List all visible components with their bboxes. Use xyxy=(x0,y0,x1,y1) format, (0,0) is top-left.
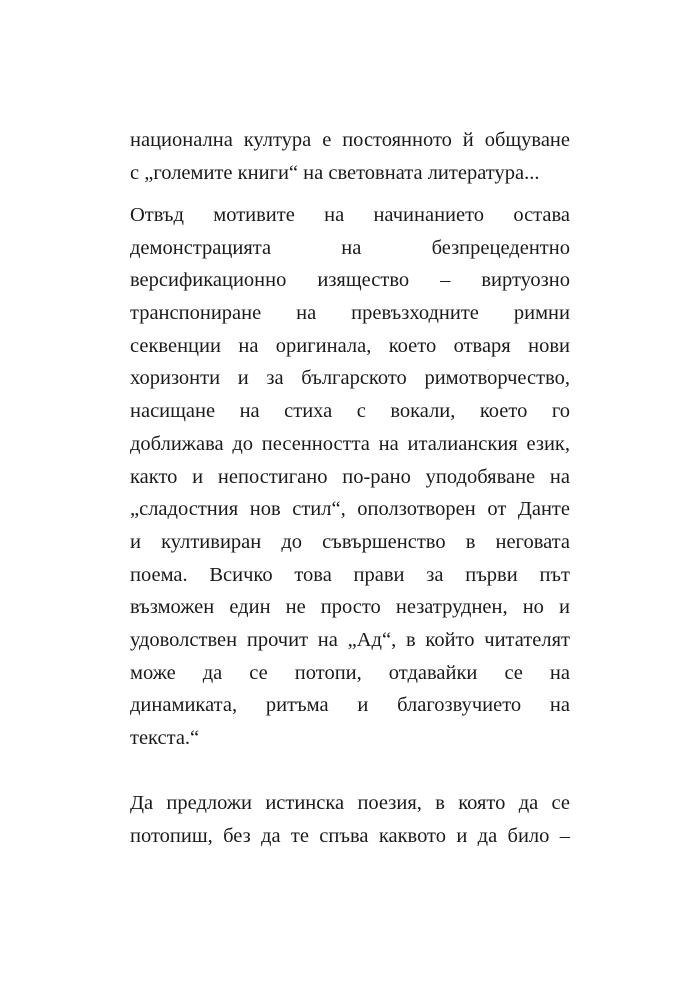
text-line: удоволствен прочит на „Ад“, в който читателят xyxy=(130,628,570,651)
text-line: възможен един не просто незатруднен, но и xyxy=(130,596,570,619)
text-line: демонстрацията на безпрецедентно xyxy=(130,236,570,259)
text-line: динамиката, ритъма и благозвучието на xyxy=(130,694,570,717)
text-line: и култивиран до съвършенство в неговата xyxy=(130,530,570,553)
text-line: „сладостния нов стил“, оползотворен от Данте xyxy=(130,498,570,521)
text-line: транспониране на превъзходните римни xyxy=(130,302,570,325)
paragraph-2 xyxy=(130,199,570,755)
text-line: национална култура е постоянното й общуване xyxy=(130,129,570,151)
text-line: секвенции на оригинала, което отваря нови xyxy=(130,334,570,357)
text-line: както и непостигано по-рано уподобяване на xyxy=(130,465,570,488)
text-line: Да предложи истинска поезия, в която да се xyxy=(130,792,570,814)
paragraph-1 xyxy=(130,124,570,189)
text-line: хоризонти и за българското римотворчество, xyxy=(130,367,570,390)
text-line: с „големите книги“ на световната литература... xyxy=(130,161,540,184)
paragraph-3 xyxy=(130,787,570,852)
text-line: версификационно изящество – виртуозно xyxy=(130,269,570,292)
text-line: Отвъд мотивите на начинанието остава xyxy=(130,204,570,226)
text-line: насищане на стиха с вокали, което го xyxy=(130,400,570,423)
text-line: поема. Всичко това прави за първи път xyxy=(130,563,570,586)
text-line: текста.“ xyxy=(130,727,200,749)
text-line: доближава до песенността на италианския език, xyxy=(130,432,570,455)
text-line: потопиш, без да те спъва каквото и да било – xyxy=(130,824,570,847)
text-line: може да се потопи, отдавайки се на xyxy=(130,661,570,684)
